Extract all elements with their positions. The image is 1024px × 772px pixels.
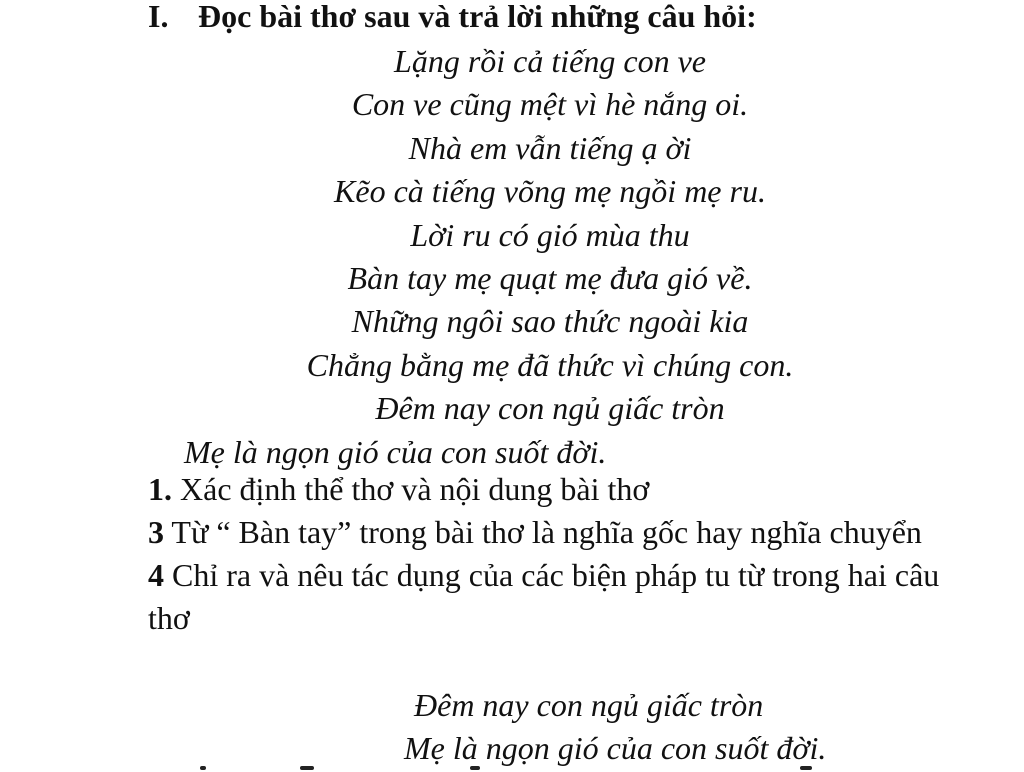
poem-line: Lời ru có gió mùa thu bbox=[410, 216, 690, 253]
question-text: Từ “ Bàn tay” trong bài thơ là nghĩa gốc hay nghĩa chuyển bbox=[164, 514, 922, 550]
cut-off-text-fragment bbox=[200, 766, 820, 772]
section-heading bbox=[148, 0, 757, 36]
poem-line: Chẳng bằng mẹ đã thức vì chúng con. bbox=[306, 346, 794, 383]
quoted-verse bbox=[0, 684, 1024, 770]
question-item bbox=[148, 468, 948, 511]
poem-line: Nhà em vẫn tiếng ạ ời bbox=[408, 129, 692, 166]
quoted-line: Đêm nay con ngủ giấc tròn bbox=[414, 687, 764, 723]
question-text: Chỉ ra và nêu tác dụng của các biện pháp tu từ trong hai câu thơ bbox=[148, 557, 940, 636]
question-item bbox=[148, 554, 948, 640]
question-item bbox=[148, 511, 948, 554]
poem-line: Kẽo cà tiếng võng mẹ ngồi mẹ ru. bbox=[334, 173, 766, 210]
quoted-line: Mẹ là ngọn gió của con suốt đời. bbox=[404, 730, 827, 766]
question-number: 4 bbox=[148, 557, 164, 593]
section-number: I. bbox=[148, 0, 169, 34]
poem-line: Đêm nay con ngủ giấc tròn bbox=[375, 390, 725, 427]
poem-line: Con ve cũng mệt vì hè nắng oi. bbox=[351, 86, 749, 123]
poem-line: Lặng rồi cả tiếng con ve bbox=[394, 43, 706, 79]
poem-line: Mẹ là ngọn gió của con suốt đời. bbox=[184, 433, 607, 470]
question-text: Xác định thể thơ và nội dung bài thơ bbox=[172, 471, 650, 507]
section-title: Đọc bài thơ sau và trả lời những câu hỏi: bbox=[198, 0, 757, 34]
question-number: 1. bbox=[148, 471, 172, 507]
poem-line: Những ngôi sao thức ngoài kia bbox=[351, 303, 749, 340]
poem bbox=[0, 40, 1024, 474]
questions-list bbox=[148, 468, 948, 640]
question-number: 3 bbox=[148, 514, 164, 550]
poem-line: Bàn tay mẹ quạt mẹ đưa gió về. bbox=[347, 259, 753, 296]
